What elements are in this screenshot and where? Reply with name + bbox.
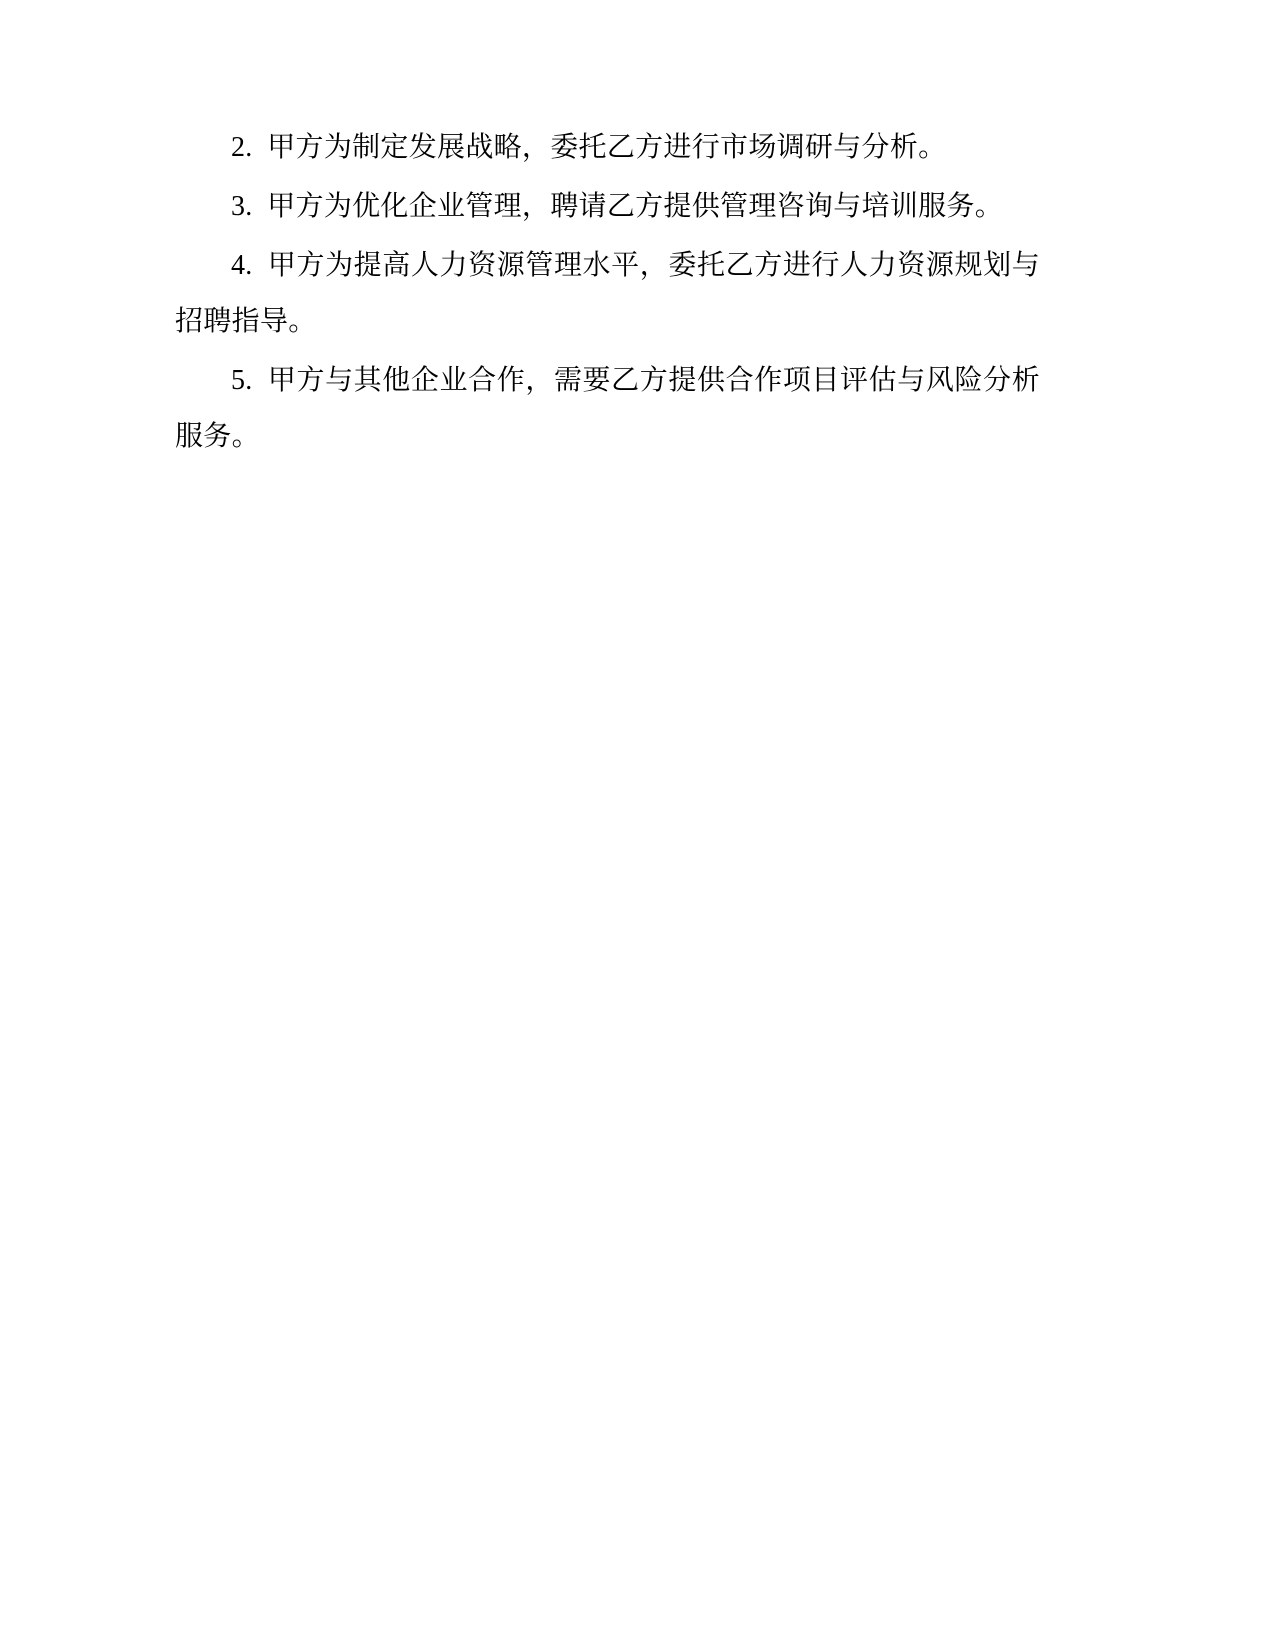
list-item xyxy=(175,179,1040,235)
list-marker: 4. xyxy=(231,250,253,281)
list-item-text: 甲方为优化企业管理，聘请乙方提供管理咨询与培训服务。 xyxy=(267,191,1004,222)
list-item xyxy=(175,238,1040,350)
list-item xyxy=(175,120,1040,176)
list-item-text: 甲方为制定发展战略，委托乙方进行市场调研与分析。 xyxy=(267,132,947,163)
list-marker: 2. xyxy=(231,132,253,163)
document-body xyxy=(175,120,1040,468)
list-item-text: 甲方为提高人力资源管理水平，委托乙方进行人力资源规划与招聘指导。 xyxy=(175,250,1040,337)
list-item-text: 甲方与其他企业合作，需要乙方提供合作项目评估与风险分析服务。 xyxy=(175,365,1040,452)
list-marker: 5. xyxy=(231,365,253,396)
list-item xyxy=(175,353,1040,465)
list-marker: 3. xyxy=(231,191,253,222)
